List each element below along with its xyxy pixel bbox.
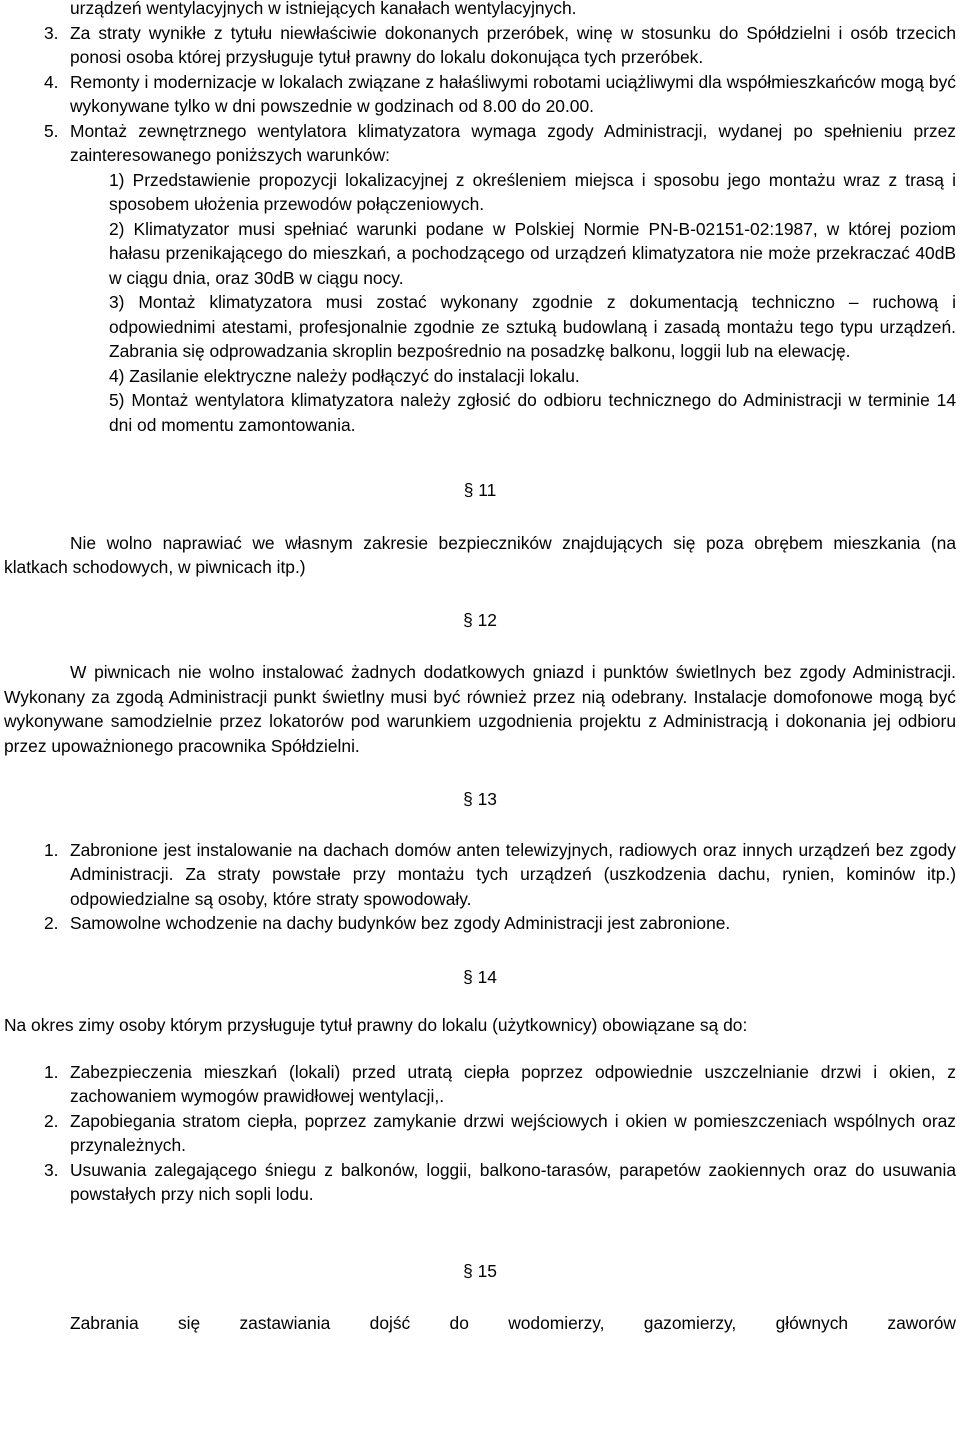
section-15-text: Zabrania się zastawiania dojść do wodomierzy, gazomierzy, głównych zaworów <box>70 1313 956 1333</box>
sub-item: 5) Montaż wentylatora klimatyzatora należy zgłosić do odbioru technicznego do Administracji w terminie 14 dni od momentu zamontowania. <box>109 390 956 435</box>
list-text: Za straty wynikłe z tytułu niewłaściwie dokonanych przeróbek, winę w stosunku do Spółdzielni i osób trzecich ponosi osoba której przysługuje tytuł prawny do lokalu dokonująca tych przeróbek. <box>70 22 956 67</box>
list-item <box>4 70 956 119</box>
section-12-text: W piwnicach nie wolno instalować żadnych dodatkowych gniazd i punktów świetlnych bez zgody Administracji. Wykonany za zgodą Administracji punkt świetlny musi być również przez nią odebrany. Instalacje domofonowe mogą być wykonywane samodzielnie przez lokatorów pod warunkiem uzgodnienia projektu z Administracją i dokonania jej odbioru przez upoważnionego pracownika Spółdzielni. <box>4 662 956 756</box>
section-heading-13: § 13 <box>463 789 497 809</box>
list-item <box>4 1060 956 1109</box>
section-heading-11: § 11 <box>463 480 497 500</box>
list-item <box>4 911 956 936</box>
sub-item: 4) Zasilanie elektryczne należy podłączyć do instalacji lokalu. <box>109 365 580 386</box>
list-text: Montaż zewnętrznego wentylatora klimatyzatora wymaga zgody Administracji, wydanej po spełnieniu przez zainteresowanego poniższych warunków: <box>70 120 956 165</box>
section-heading-15: § 15 <box>463 1260 497 1281</box>
section-11-text: Nie wolno naprawiać we własnym zakresie bezpieczników znajdujących się poza obrębem mieszkania (na klatkach schodowych, w piwnicach itp.) <box>4 532 956 577</box>
list-number: 3. <box>44 1159 59 1180</box>
list-number: 2. <box>44 1110 59 1131</box>
section-14-intro: Na okres zimy osoby którym przysługuje tytuł prawny do lokalu (użytkownicy) obowiązane są do: <box>4 1015 748 1035</box>
list-text: Remonty i modernizacje w lokalach związane z hałaśliwymi robotami uciążliwymi dla współmieszkańców mogą być wykonywane tylko w dni powszednie w godzinach od 8.00 do 20.00. <box>70 71 956 116</box>
sub-list <box>4 168 956 438</box>
list-text: Zabezpieczenia mieszkań (lokali) przed utratą ciepła poprzez odpowiednie uszczelnianie drzwi i okien, z zachowaniem wymogów prawidłowej wentylacji,. <box>70 1061 956 1106</box>
sub-item: 2) Klimatyzator musi spełniać warunki podane w Polskiej Normie PN-B-02151-02:1987, w której poziom hałasu przenikającego do mieszkań, a pochodzącego od urządzeń klimatyzatora nie może przekraczać 40dB w ciągu dnia, oraz 30dB w ciągu nocy. <box>109 218 956 288</box>
list-number: 1. <box>44 839 59 860</box>
list-text: Zabronione jest instalowanie na dachach domów anten telewizyjnych, radiowych oraz innych urządzeń bez zgody Administracji. Za straty powstałe przy montażu tych urządzeń (uszkodzenia dachu, rynien, kominów itp.) odpowiedzialne są osoby, które straty spowodowały. <box>70 839 956 909</box>
list-item <box>4 119 956 168</box>
list-number: 3. <box>44 22 59 43</box>
sub-item: 1) Przedstawienie propozycji lokalizacyjnej z określeniem miejsca i sposobu jego montażu wraz z trasą i sposobem ułożenia przewodów połączeniowych. <box>109 169 956 214</box>
list-number: 5. <box>44 120 59 141</box>
section-14-list <box>4 1060 956 1207</box>
list-text: Samowolne wchodzenie na dachy budynków bez zgody Administracji jest zabronione. <box>70 913 731 933</box>
list-number: 2. <box>44 913 59 933</box>
list-a <box>4 21 956 168</box>
list-number: 1. <box>44 1061 59 1082</box>
list-number: 4. <box>44 71 59 92</box>
list-item <box>4 838 956 912</box>
continuation-line: urządzeń wentylacyjnych w istniejących kanałach wentylacyjnych. <box>70 0 577 18</box>
list-item <box>4 21 956 70</box>
list-text: Usuwania zalegającego śniegu z balkonów, loggii, balkono-tarasów, parapetów zaokiennych oraz do usuwania powstałych przy nich sopli lodu. <box>70 1159 956 1204</box>
list-item <box>4 1158 956 1207</box>
section-heading-14: § 14 <box>463 966 497 987</box>
list-text: Zapobiegania stratom ciepła, poprzez zamykanie drzwi wejściowych i okien w pomieszczeniach wspólnych oraz przynależnych. <box>70 1110 956 1155</box>
sub-item: 3) Montaż klimatyzatora musi zostać wykonany zgodnie z dokumentacją techniczno – ruchową i odpowiednimi atestami, profesjonalnie zgodnie ze sztuką budowlaną i zasadą montażu tego typu urządzeń. Zabrania się odprowadzania skroplin bezpośrednio na posadzkę balkonu, loggii lub na elewację. <box>109 292 956 361</box>
section-heading-12: § 12 <box>463 609 497 630</box>
section-13-list <box>4 838 956 936</box>
list-item <box>4 1109 956 1158</box>
document-page <box>4 0 956 1336</box>
